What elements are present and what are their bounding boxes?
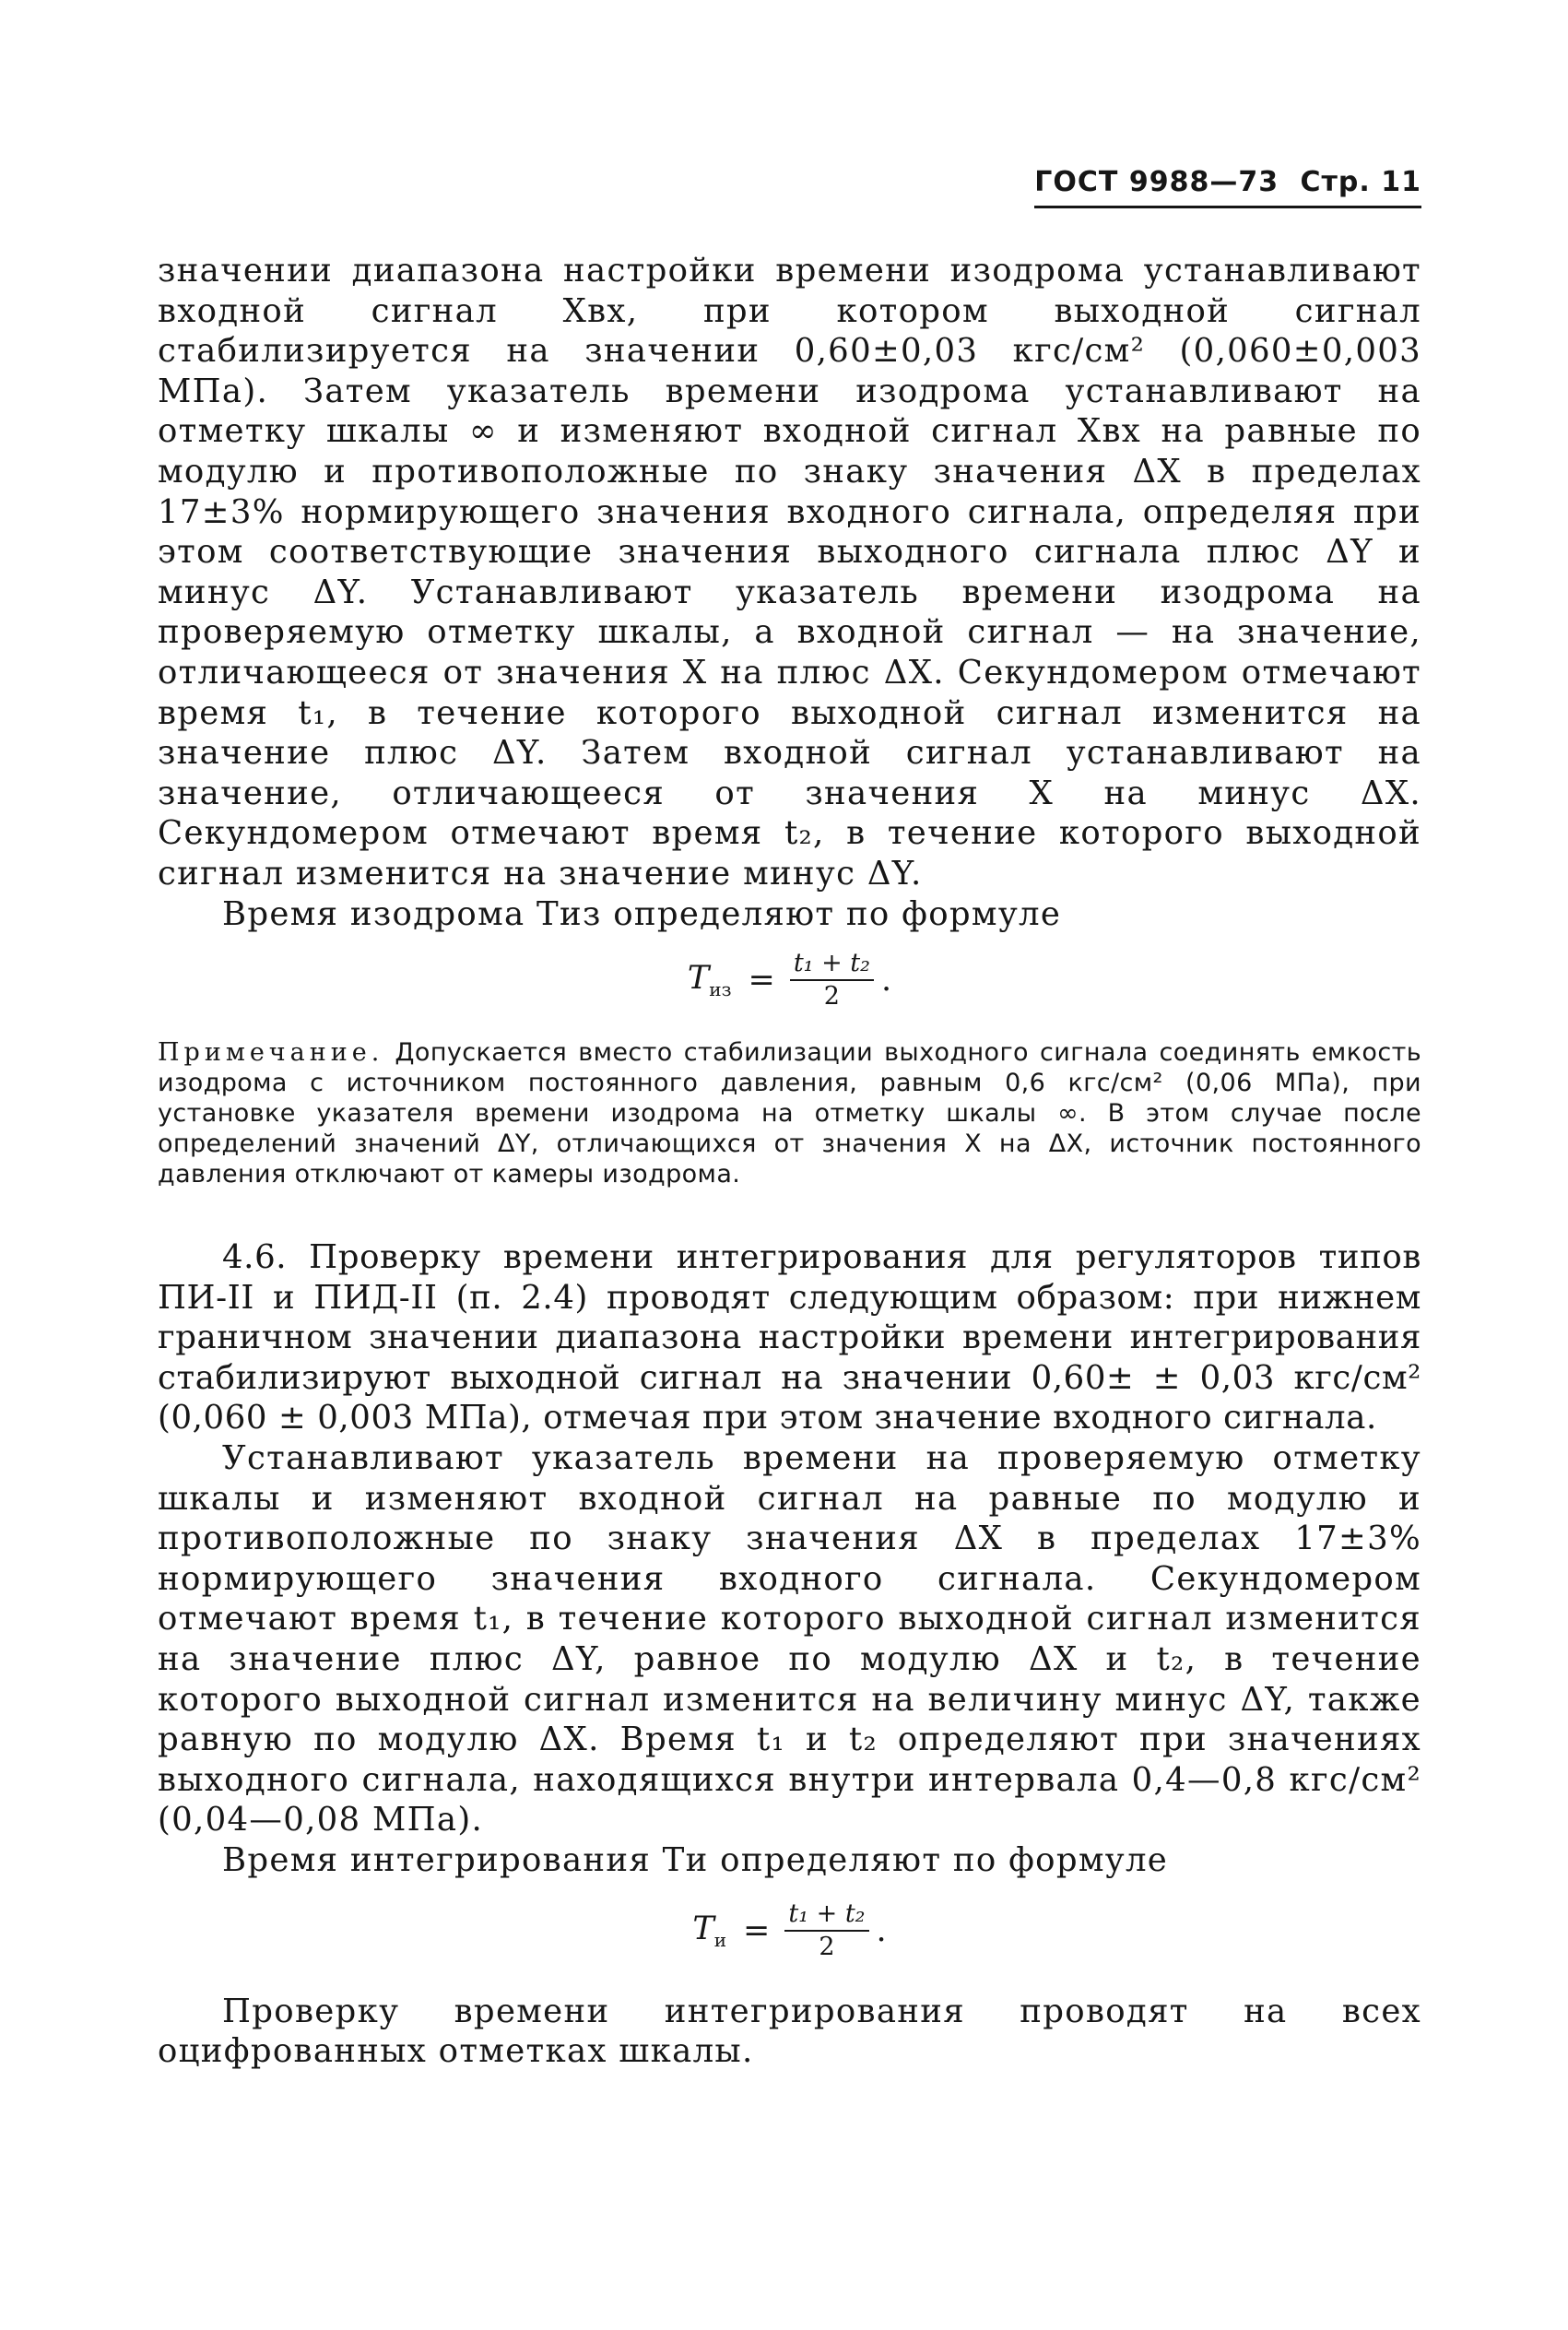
note-text: Допускается вместо стабилизации выходного сигнала соединять емкость изодрома с источником постоянного давления, равным 0,6 кгс/см² (0,06 МПа), при установке указателя времени изодрома на отметку шкалы ∞. В этом случае после определений значений ΔY, отличающихся от значения X на ΔX, источник постоянного давления отключают от камеры изодрома. <box>158 1038 1422 1189</box>
formula-equals: = <box>743 1911 771 1949</box>
formula-fraction <box>790 950 874 1011</box>
formula-period: . <box>880 962 892 999</box>
formula-izodrom-time <box>158 947 1421 1013</box>
formula-denominator: 2 <box>823 982 840 1011</box>
note-label: Примечание. <box>158 1038 384 1068</box>
section-4-6: 4.6. Проверку времени интегрирования для регуляторов типов ПИ-II и ПИД-II (п. 2.4) проводят следующим образом: при нижнем граничном значении диапазона настройки времени интегрирования стабилизируют выходной сигнал на значении 0,60± ± 0,03 кгс/см² (0,060 ± 0,003 МПа), отмечая при этом значение входного сигнала. <box>158 1238 1421 1437</box>
paragraph-integration-procedure: Устанавливают указатель времени на проверяемую отметку шкалы и изменяют входной сигнал на равные по модулю и противоположные по знаку значения ΔX в пределах 17±3% нормирующего значения входного сигнала. Секундомером отмечают время t₁, в течение которого выходной сигнал изменится на значение плюс ΔY, равное по модулю ΔX и t₂, в течение которого выходной сигнал изменится на величину минус ΔY, также равную по модулю ΔX. Время t₁ и t₂ определяют при значениях выходного сигнала, находящихся внутри интервала 0,4—0,8 кгс/см² (0,04—0,08 МПа). <box>158 1439 1421 1839</box>
standard-number: ГОСТ 9988—73 <box>1034 166 1279 198</box>
formula-lhs: $T_и$ <box>692 1910 727 1951</box>
formula-numerator: t₁ + t₂ <box>784 1900 868 1932</box>
formula-denominator: 2 <box>819 1932 835 1961</box>
formula-fraction <box>784 1900 868 1961</box>
formula-integration-time <box>158 1894 1421 1968</box>
paragraph-izodrom-procedure: значении диапазона настройки времени изодрома устанавливают входной сигнал Xвх, при котором выходной сигнал стабилизируется на значении 0,60±0,03 кгс/см² (0,060±0,003 МПа). Затем указатель времени изодрома устанавливают на отметку шкалы ∞ и изменяют входной сигнал Xвх на равные по модулю и противоположные по знаку значения ΔX в пределах 17±3% нормирующего значения входного сигнала, определяя при этом соответствующие значения выходного сигнала плюс ΔY и минус ΔY. Устанавливают указатель времени изодрома на проверяемую отметку шкалы, а входной сигнал — на значение, отличающееся от значения X на плюс ΔX. Секундомером отмечают время t₁, в течение которого выходной сигнал изменится на значение плюс ΔY. Затем входной сигнал устанавливают на значение, отличающееся от значения X на минус ΔX. Секундомером отмечают время t₂, в течение которого выходной сигнал изменится на значение минус ΔY. <box>158 252 1421 893</box>
formula-period: . <box>876 1911 887 1949</box>
paragraph-digitized-marks: Проверку времени интегрирования проводят на всех оцифрованных отметках шкалы. <box>158 1992 1421 2071</box>
formula-lhs: $T_{из}$ <box>687 960 732 1001</box>
document-body <box>158 251 1421 2072</box>
paragraph-integration-formula-intro: Время интегрирования Tи определяют по формуле <box>222 1841 1169 1879</box>
paragraph-izodrom-formula-intro: Время изодрома Tиз определяют по формуле <box>222 894 1062 933</box>
formula-numerator: t₁ + t₂ <box>790 950 874 981</box>
note-block <box>158 1037 1421 1189</box>
page-header <box>1034 166 1421 208</box>
formula-equals: = <box>748 962 775 999</box>
page-number: Стр. 11 <box>1300 166 1421 198</box>
